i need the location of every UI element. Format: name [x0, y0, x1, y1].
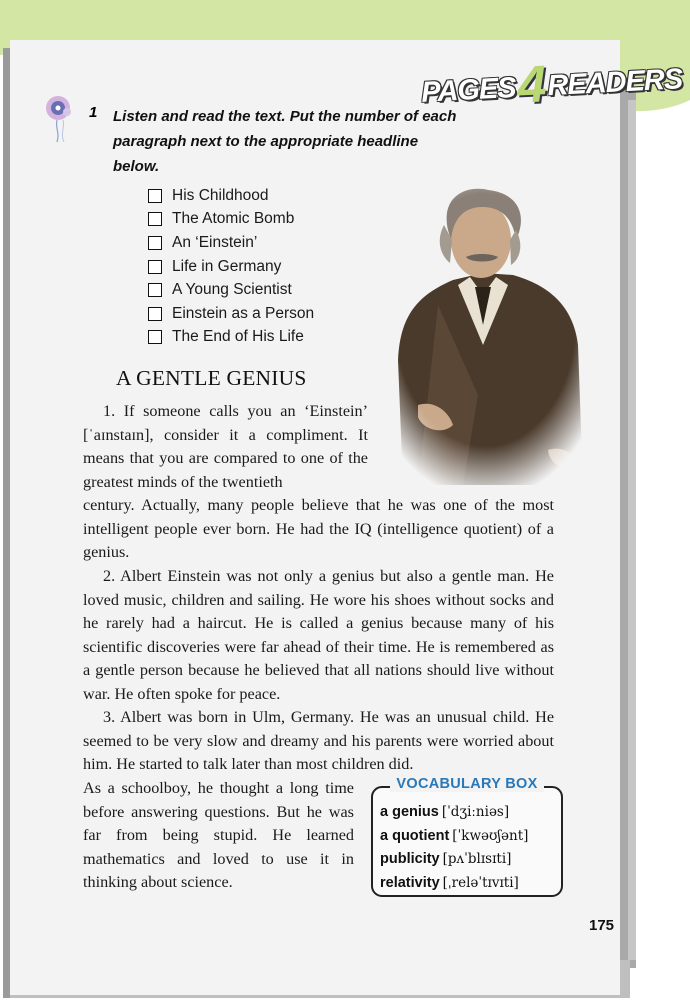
vocab-item: relativity [ˌreləˈtɪvɪti]	[380, 874, 519, 891]
vocabulary-list	[380, 801, 528, 895]
page-number: 175	[589, 917, 615, 934]
task-number: 1	[89, 104, 98, 121]
paragraph-2: 2. Albert Einstein was not only a genius but also a gentle man. He loved music, children and sailing. He wore his shoes without socks and he rarely had a haircut. He is called a genius because many of his scientific discoveries were far ahead of their time. He is remembered as a gentle person because he believed that all nations should live without war. He often spoke for peace.	[83, 567, 554, 703]
paragraph-3: 3. Albert was born in Ulm, Germany. He was an unusual child. He seemed to be very slow and dreamy and his parents were worried about him. He started to talk later than most children did.	[83, 708, 554, 774]
vocab-item: publicity [pʌˈblɪsɪti]	[380, 851, 512, 867]
book-edge-right-2	[628, 100, 636, 960]
vocabulary-box-title: VOCABULARY BOX	[372, 776, 562, 792]
article-title: A GENTLE GENIUS	[116, 366, 307, 390]
checkbox[interactable]	[148, 260, 162, 274]
headline-checklist	[148, 184, 314, 349]
headline-item[interactable]: The Atomic Bomb	[148, 208, 314, 232]
checkbox[interactable]	[148, 212, 162, 226]
checkbox[interactable]	[148, 330, 162, 344]
headline-item[interactable]: Einstein as a Person	[148, 302, 314, 326]
vocab-item: a quotient [ˈkwəʊʃənt]	[380, 827, 529, 844]
task-instruction: Listen and read the text. Put the number of each paragraph next to the appropriate headline below.	[113, 108, 457, 175]
checkbox[interactable]	[148, 236, 162, 250]
headline-item[interactable]: A Young Scientist	[148, 278, 314, 302]
headline-item[interactable]: The End of His Life	[148, 326, 314, 350]
headline-item[interactable]: An ‘Einstein’	[148, 231, 314, 255]
paragraph-1-continued: century. Actually, many people believe that he was one of the most intelligent people ever born. He had the IQ (intelligence quotient) of a genius.	[83, 496, 554, 562]
paragraph-1-wrap: 1. If someone calls you an ‘Einstein’ [ˈaɪnstaɪn], consider it a compliment. It means that you are compared to one of the greatest minds of the twentieth	[83, 402, 368, 491]
checkbox[interactable]	[148, 283, 162, 297]
checkbox[interactable]	[148, 307, 162, 321]
vocab-item: a genius [ˈdʒiːniəs]	[380, 804, 510, 820]
headline-item[interactable]: Life in Germany	[148, 255, 314, 279]
pages4readers-logo: PAGES4READERS	[420, 55, 683, 115]
checkbox[interactable]	[148, 189, 162, 203]
einstein-portrait	[378, 185, 593, 485]
paragraph-3-continued: As a schoolboy, he thought a long time before answering questions. But he was far from being stupid. He learned mathematics and loved to use it in thinking about science.	[83, 779, 354, 892]
headline-item[interactable]: His Childhood	[148, 184, 314, 208]
audio-cd-icon	[43, 92, 79, 144]
